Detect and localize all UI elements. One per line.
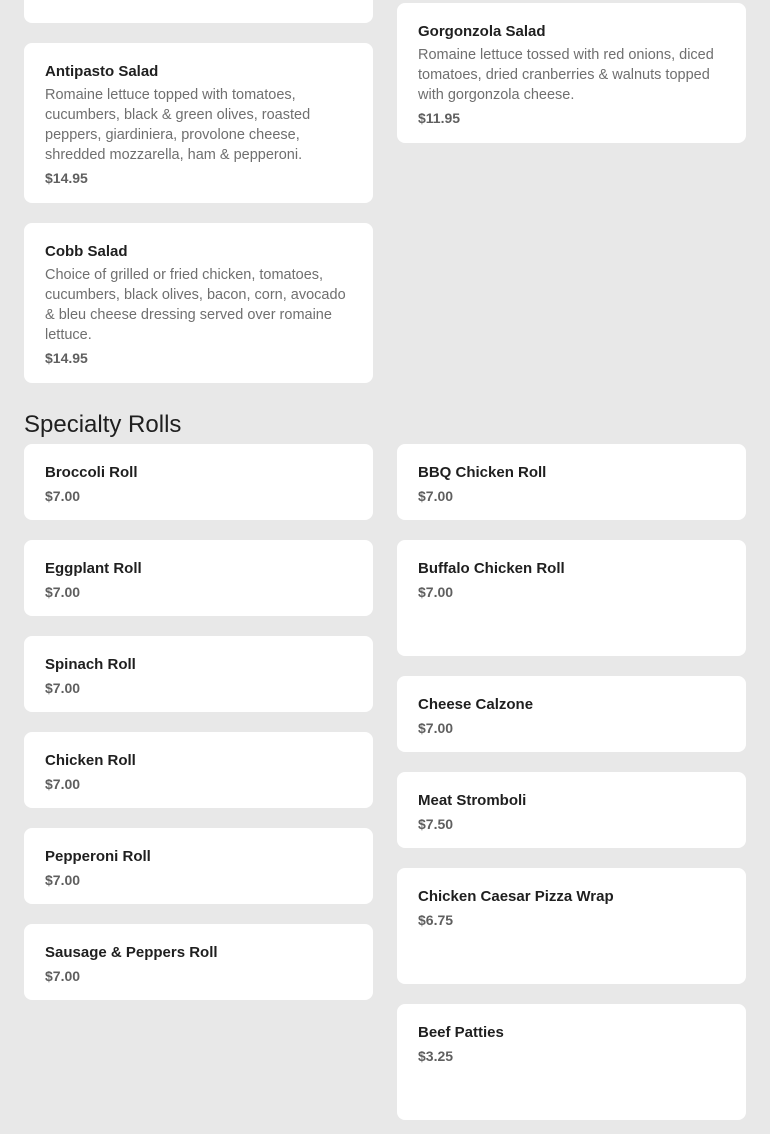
- menu-item-name: Meat Stromboli: [418, 792, 527, 809]
- menu-item-card-eggplant-roll[interactable]: [24, 540, 373, 616]
- menu-item-name: Pepperoni Roll: [45, 848, 151, 865]
- menu-item-price: $6.75: [418, 912, 454, 928]
- menu-item-name: Cobb Salad: [45, 243, 128, 260]
- menu-item-card-pepperoni-roll[interactable]: [24, 828, 373, 904]
- menu-item-name: Spinach Roll: [45, 656, 136, 673]
- menu-item-card-spinach-roll[interactable]: [24, 636, 373, 712]
- menu-item-card-meat-stromboli[interactable]: [397, 772, 746, 848]
- menu-item-card-broccoli-roll[interactable]: [24, 444, 373, 520]
- menu-item-name: BBQ Chicken Roll: [418, 464, 547, 481]
- menu-item-card-chicken-roll[interactable]: [24, 732, 373, 808]
- menu-item-price: $7.00: [418, 584, 454, 600]
- menu-item-name: Buffalo Chicken Roll: [418, 560, 565, 577]
- menu-item-price: $14.95: [45, 350, 88, 366]
- menu-item-card-buffalo-chicken-roll[interactable]: [397, 540, 746, 656]
- menu-item-price: $7.00: [45, 776, 81, 792]
- menu-item-price: $7.50: [418, 816, 454, 832]
- menu-item-description: Choice of grilled or fried chicken, tomatoes, cucumbers, black olives, bacon, corn, avocado & bleu cheese dressing served over romaine lettuce.: [45, 267, 346, 343]
- menu-item-price: $11.95: [418, 110, 461, 126]
- menu-item-name: Antipasto Salad: [45, 63, 159, 80]
- menu-item-price: $7.00: [45, 872, 81, 888]
- menu-item-name: Chicken Roll: [45, 752, 136, 769]
- menu-item-price: [45, 0, 88, 3]
- menu-item-price: $7.00: [45, 680, 81, 696]
- menu-item-card-sausage-peppers-roll[interactable]: [24, 924, 373, 1000]
- menu-item-name: Sausage & Peppers Roll: [45, 944, 218, 961]
- menu-item-description: Romaine lettuce topped with tomatoes, cucumbers, black & green olives, roasted peppers, giardiniera, provolone cheese, shredded mozzarella, ham & pepperoni.: [45, 87, 311, 163]
- menu-item-price: $3.25: [418, 1048, 454, 1064]
- menu-item-card-gorgonzola-salad[interactable]: [397, 3, 746, 143]
- menu-item-price: $7.00: [418, 720, 454, 736]
- section-title-specialty-rolls: Specialty Rolls: [24, 411, 182, 438]
- menu-item-price: $7.00: [45, 488, 81, 504]
- menu-item-card-cheese-calzone[interactable]: [397, 676, 746, 752]
- menu-item-card-partial[interactable]: [24, 0, 373, 23]
- menu-item-name: Gorgonzola Salad: [418, 23, 546, 40]
- menu-item-name: Cheese Calzone: [418, 696, 534, 713]
- menu-item-price: $7.00: [45, 968, 81, 984]
- menu-item-card-chicken-caesar-pizza-wrap[interactable]: [397, 868, 746, 984]
- menu-item-card-beef-patties[interactable]: [397, 1004, 746, 1120]
- menu-item-name: Beef Patties: [418, 1024, 504, 1041]
- menu-item-description: Romaine lettuce tossed with red onions, diced tomatoes, dried cranberries & walnuts topped with gorgonzola cheese.: [418, 47, 714, 103]
- menu-item-name: Eggplant Roll: [45, 560, 142, 577]
- menu-item-name: Chicken Caesar Pizza Wrap: [418, 888, 614, 905]
- menu-item-name: Broccoli Roll: [45, 464, 138, 481]
- menu-item-card-cobb-salad[interactable]: [24, 223, 373, 383]
- menu-item-price: $7.00: [418, 488, 454, 504]
- menu-item-card-antipasto-salad[interactable]: [24, 43, 373, 203]
- menu-item-price: $7.00: [45, 584, 81, 600]
- menu-item-card-bbq-chicken-roll[interactable]: [397, 444, 746, 520]
- menu-item-price: $14.95: [45, 170, 88, 186]
